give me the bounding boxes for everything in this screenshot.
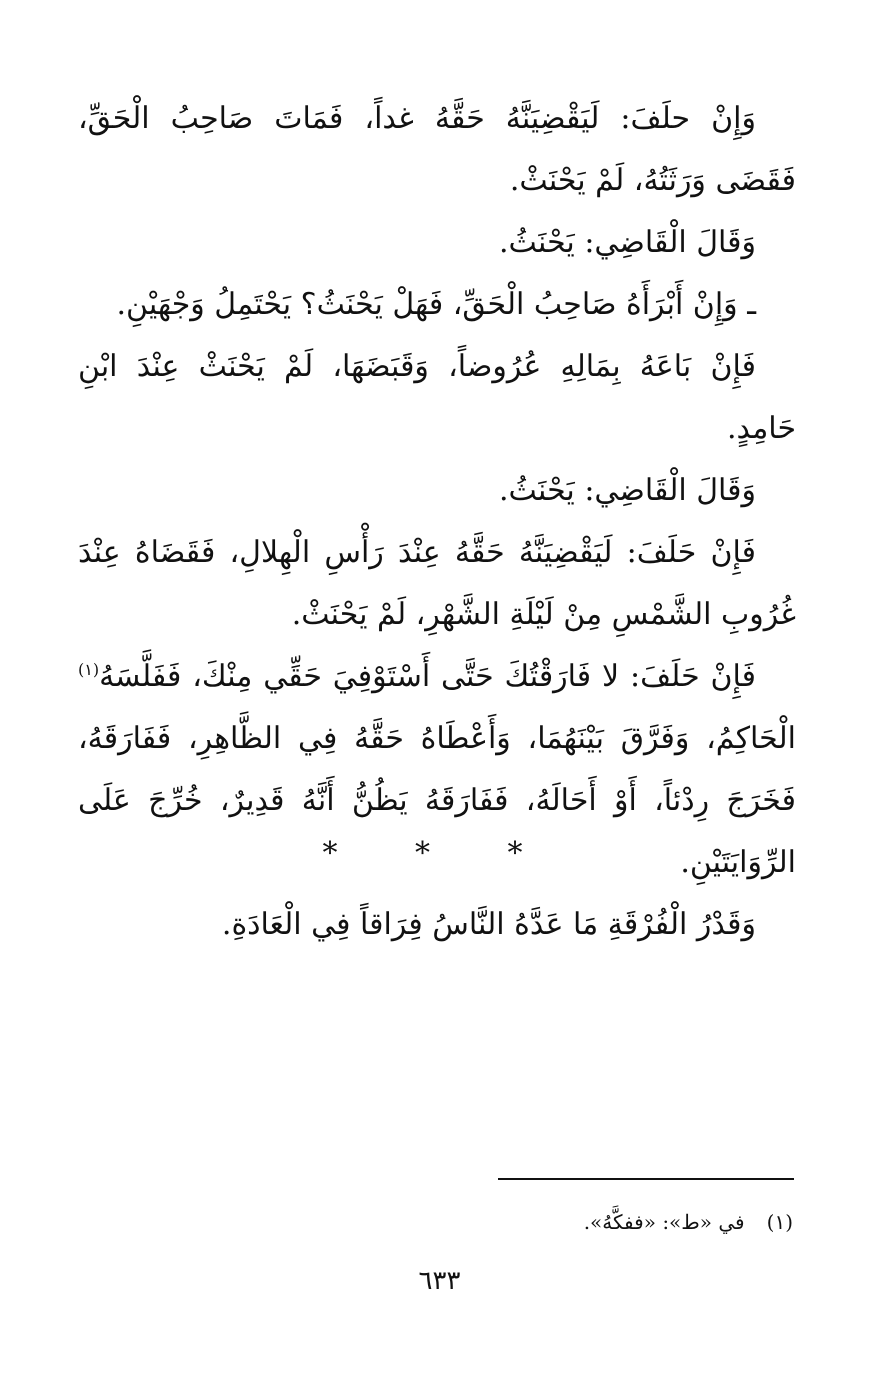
paragraph-5: وَقَالَ الْقَاضِي: يَحْنَثُ. xyxy=(499,473,756,508)
paragraph-1: وَإِنْ حلَفَ: لَيَقْضِيَنَّهُ حَقَّهُ غداً، فَمَاتَ صَاحِبُ الْحَقِّ، فَقَضَى وَرَثَتُهُ، لَمْ يَحْنَثْ. xyxy=(78,101,796,198)
footnote-divider xyxy=(498,1178,794,1180)
paragraph-3: ـ وَإِنْ أَبْرَأَهُ صَاحِبُ الْحَقِّ، فَهَلْ يَحْنَثُ؟ يَحْتَمِلُ وَجْهَيْنِ. xyxy=(116,287,756,322)
footnote-number: (١) xyxy=(766,1210,793,1234)
paragraph-2: وَقَالَ الْقَاضِي: يَحْنَثُ. xyxy=(499,225,756,260)
main-text xyxy=(78,88,796,956)
footnote-marker[interactable]: (١) xyxy=(78,660,100,679)
section-separator: * * * xyxy=(322,836,557,871)
paragraph-8: وَقَدْرُ الْفُرْقَةِ مَا عَدَّهُ النَّاسُ فِرَاقاً فِي الْعَادَةِ. xyxy=(221,907,756,942)
footnote-text: في «ط»: «ففكَّهُ». xyxy=(583,1210,745,1234)
paragraph-7-start: فَإِنْ حَلَفَ: لا فَارَقْتُكَ حَتَّى أَسْتَوْفِيَ حَقِّي مِنْكَ، فَفَلَّسَهُ xyxy=(99,659,756,694)
paragraph-6: فَإِنْ حَلَفَ: لَيَقْضِيَنَّهُ حَقَّهُ عِنْدَ رَأْسِ الْهِلالِ، فَقَضَاهُ عِنْدَ غُرُوبِ الشَّمْسِ مِنْ لَيْلَةِ الشَّهْرِ، لَمْ يَحْنَثْ. xyxy=(78,535,796,632)
page-number: ٦٣٣ xyxy=(418,1266,461,1296)
paragraph-4: فَإِنْ بَاعَهُ بِمَالِهِ عُرُوضاً، وَقَبَضَهَا، لَمْ يَحْنَثْ عِنْدَ ابْنِ حَامِدٍ. xyxy=(78,349,796,446)
paragraph-7-end: الْحَاكِمُ، وَفَرَّقَ بَيْنَهُمَا، وَأَعْطَاهُ حَقَّهُ فِي الظَّاهِرِ، فَفَارَقَهُ، فَخَرَجَ رِدْئاً، أَوْ أَحَالَهُ، فَفَارَقَهُ يَظُنُّ أَنَّهُ قَدِيرٌ، خُرِّجَ عَلَى الرِّوَايَتَيْنِ. xyxy=(78,721,796,880)
footnote xyxy=(584,1204,793,1240)
